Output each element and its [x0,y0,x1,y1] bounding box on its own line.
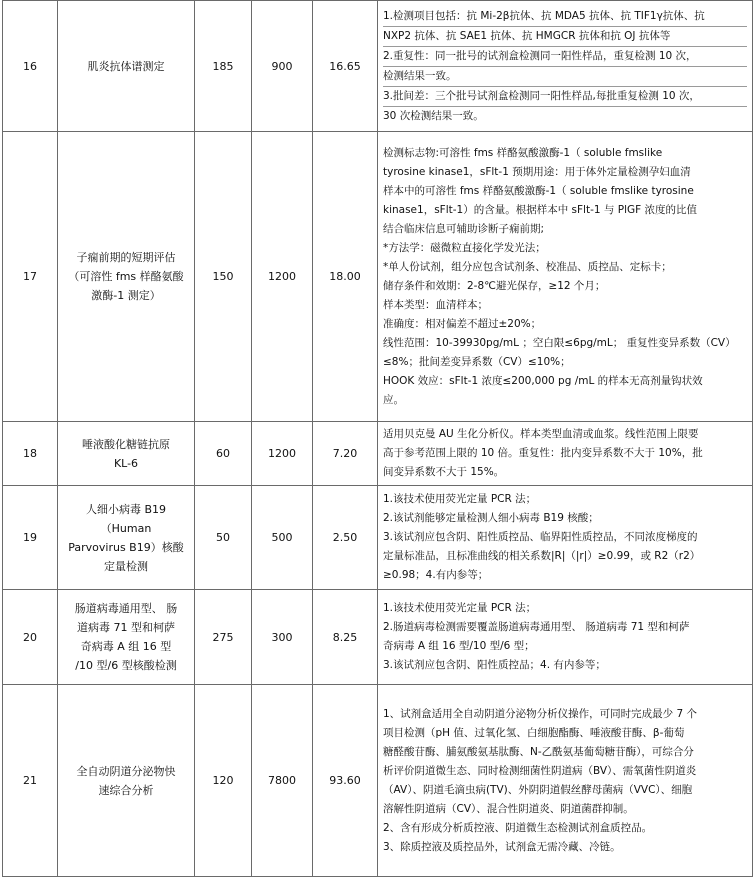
unit-price-cell: 7800 [252,685,313,877]
unit-price-cell: 900 [252,1,313,132]
table-row [3,1,753,132]
item-name-cell [58,590,195,685]
quantity-cell: 120 [195,685,252,877]
requirement-line: 3.该试剂应包含阴、阳性质控品、临界阳性质控品，不同浓度梯度的 [383,531,698,543]
table-row [3,132,753,422]
item-name-line: 唾液酸化糖链抗原 [82,437,170,451]
requirement-line: 间变异系数不大于 15%。 [383,466,505,478]
requirement-line: 糖醛酸苷酶、脯氨酸氨基肽酶、N-乙酰氨基葡萄糖苷酶），可综合分 [383,745,694,758]
requirement-line: 项目检测（pH 值、过氧化氢、白细胞酯酶、唾液酸苷酶、β-葡萄 [383,726,685,739]
total-cell: 8.25 [313,590,378,685]
item-name-line: 速综合分析 [98,783,154,797]
table-row [3,486,753,590]
requirement-line: 析评价阴道微生态、同时检测细菌性阴道病（BV）、需氧菌性阴道炎 [383,764,697,777]
item-name-line: Parvovirus B19）核酸 [68,540,184,554]
requirement-line: （AV）、阴道毛滴虫病(TV)、外阴阴道假丝酵母菌病（VVC）、细胞 [383,783,693,796]
quantity-cell: 60 [195,422,252,486]
requirement-line: 奇病毒 A 组 16 型/10 型/6 型； [383,640,535,652]
requirement-line: ≥0.98；4.有内参等； [383,569,489,581]
requirement-line: 检测结果一致。 [383,67,747,87]
item-name-line: 肠道病毒通用型、 肠 [74,602,178,615]
requirement-line: 2.肠道病毒检测需要覆盖肠道病毒通用型、 肠道病毒 71 型和柯萨 [383,621,690,633]
quantity-cell: 185 [195,1,252,132]
unit-price-cell: 500 [252,486,313,590]
requirement-line: 1.检测项目包括：抗 Mi-2β抗体、抗 MDA5 抗体、抗 TIF1γ抗体、抗 [383,7,747,27]
requirement-line: 线性范围：10-39930pg/mL ；空白限≤6pg/mL； 重复性变异系数（CV） [383,336,736,349]
requirement-line: 2.该试剂能够定量检测人细小病毒 B19 核酸； [383,512,599,524]
item-name-line: 子痫前期的短期评估 [76,251,176,264]
item-name-line: （可溶性 fms 样酪氨酸 [68,270,184,283]
item-name-cell [58,486,195,590]
row-number: 20 [3,590,58,685]
procurement-table [2,0,753,877]
requirement-line: 1、试剂盒适用全自动阴道分泌物分析仪操作，可同时完成最少 7 个 [383,707,698,720]
table-row [3,685,753,877]
requirement-cell [378,486,753,590]
item-name-line: 激酶-1 测定） [91,289,161,302]
requirement-line: 高于参考范围上限的 10 倍。重复性：批内变异系数不大于 10%，批 [383,447,703,459]
total-cell: 7.20 [313,422,378,486]
requirement-line: *方法学：磁微粒直接化学发光法； [383,241,546,254]
requirement-line: 3.该试剂应包含阴、阳性质控品；4. 有内参等； [383,659,606,671]
total-cell: 18.00 [313,132,378,422]
requirement-line: HOOK 效应：sFlt-1 浓度≤200,000 pg /mL 的样本无高剂量钩状效 [383,374,703,387]
requirement-line: 适用贝克曼 AU 生化分析仪。样本类型血清或血浆。线性范围上限要 [383,428,699,440]
item-name-line: 人细小病毒 B19（Human [85,502,167,535]
requirement-line: 3.批间差：三个批号试剂盒检测同一阳性样品,每批重复检测 10 次， [383,87,747,107]
unit-price-cell: 1200 [252,132,313,422]
requirement-line: tyrosine kinase1，sFlt-1 预期用途：用于体外定量检测孕妇血清 [383,165,691,178]
requirement-line: 30 次检测结果一致。 [383,109,484,122]
item-name-cell [58,132,195,422]
item-name-line: 道病毒 71 型和柯萨 [77,621,175,634]
quantity-cell: 150 [195,132,252,422]
item-name-line: /10 型/6 型核酸检测 [75,659,177,672]
unit-price-cell: 300 [252,590,313,685]
row-number: 17 [3,132,58,422]
requirement-line: 2.重复性：同一批号的试剂盒检测同一阳性样品，重复检测 10 次， [383,47,747,67]
requirement-line: *单人份试剂，组分应包含试剂条、校准品、质控品、定标卡； [383,260,672,273]
item-name-line: 定量检测 [104,559,148,573]
item-name-cell [58,422,195,486]
requirement-line: 准确度：相对偏差不超过±20%； [383,317,542,330]
item-name-cell [58,685,195,877]
requirement-cell [378,132,753,422]
row-number: 21 [3,685,58,877]
table-row [3,422,753,486]
requirement-line: 溶解性阴道病（CV）、混合性阴道炎、阴道菌群抑制。 [383,802,634,815]
requirement-cell [378,685,753,877]
requirement-cell [378,422,753,486]
item-name-cell [58,1,195,132]
quantity-cell: 50 [195,486,252,590]
requirement-line: 应。 [383,393,404,406]
item-name-line: 肌炎抗体谱测定 [87,59,165,73]
item-name-line: 全自动阴道分泌物快 [76,764,176,778]
requirement-cell [378,590,753,685]
requirement-line: 1.该技术使用荧光定量 PCR 法； [383,493,537,505]
requirement-line: 2、含有形成分析质控液、阴道微生态检测试剂盒质控品。 [383,821,653,834]
requirement-line: 1.该技术使用荧光定量 PCR 法； [383,602,537,614]
table-row [3,590,753,685]
requirement-line: 样本类型：血清样本； [383,298,488,311]
row-number: 19 [3,486,58,590]
requirement-line: 储存条件和效期：2-8℃避光保存，≥12 个月； [383,279,606,292]
requirement-line: ≤8%；批间差变异系数（CV）≤10%； [383,355,571,368]
total-cell: 2.50 [313,486,378,590]
requirement-line: NXP2 抗体、抗 SAE1 抗体、抗 HMGCR 抗体和抗 OJ 抗体等 [383,27,747,47]
requirement-line: 检测标志物:可溶性 fms 样酪氨酸激酶-1（ soluble fmslike [383,146,663,159]
requirement-cell [378,1,753,132]
quantity-cell: 275 [195,590,252,685]
total-cell: 93.60 [313,685,378,877]
item-name-line: 奇病毒 A 组 16 型 [80,640,172,653]
unit-price-cell: 1200 [252,422,313,486]
row-number: 18 [3,422,58,486]
requirement-line: 结合临床信息可辅助诊断子痫前期; [383,222,545,235]
requirement-line: 定量标准品，且标准曲线的相关系数|R|（|r|）≥0.99，或 R2（r2） [383,550,701,562]
requirement-line: kinase1，sFlt-1）的含量。根据样本中 sFlt-1 与 PlGF 浓度的比值 [383,203,697,216]
total-cell: 16.65 [313,1,378,132]
row-number: 16 [3,1,58,132]
item-name-line: KL-6 [113,456,139,470]
requirement-line: 3、除质控液及质控品外，试剂盒无需冷藏、冷链。 [383,840,621,853]
requirement-line: 样本中的可溶性 fms 样酪氨酸激酶-1（ soluble fmslike tyrosine [383,184,694,197]
